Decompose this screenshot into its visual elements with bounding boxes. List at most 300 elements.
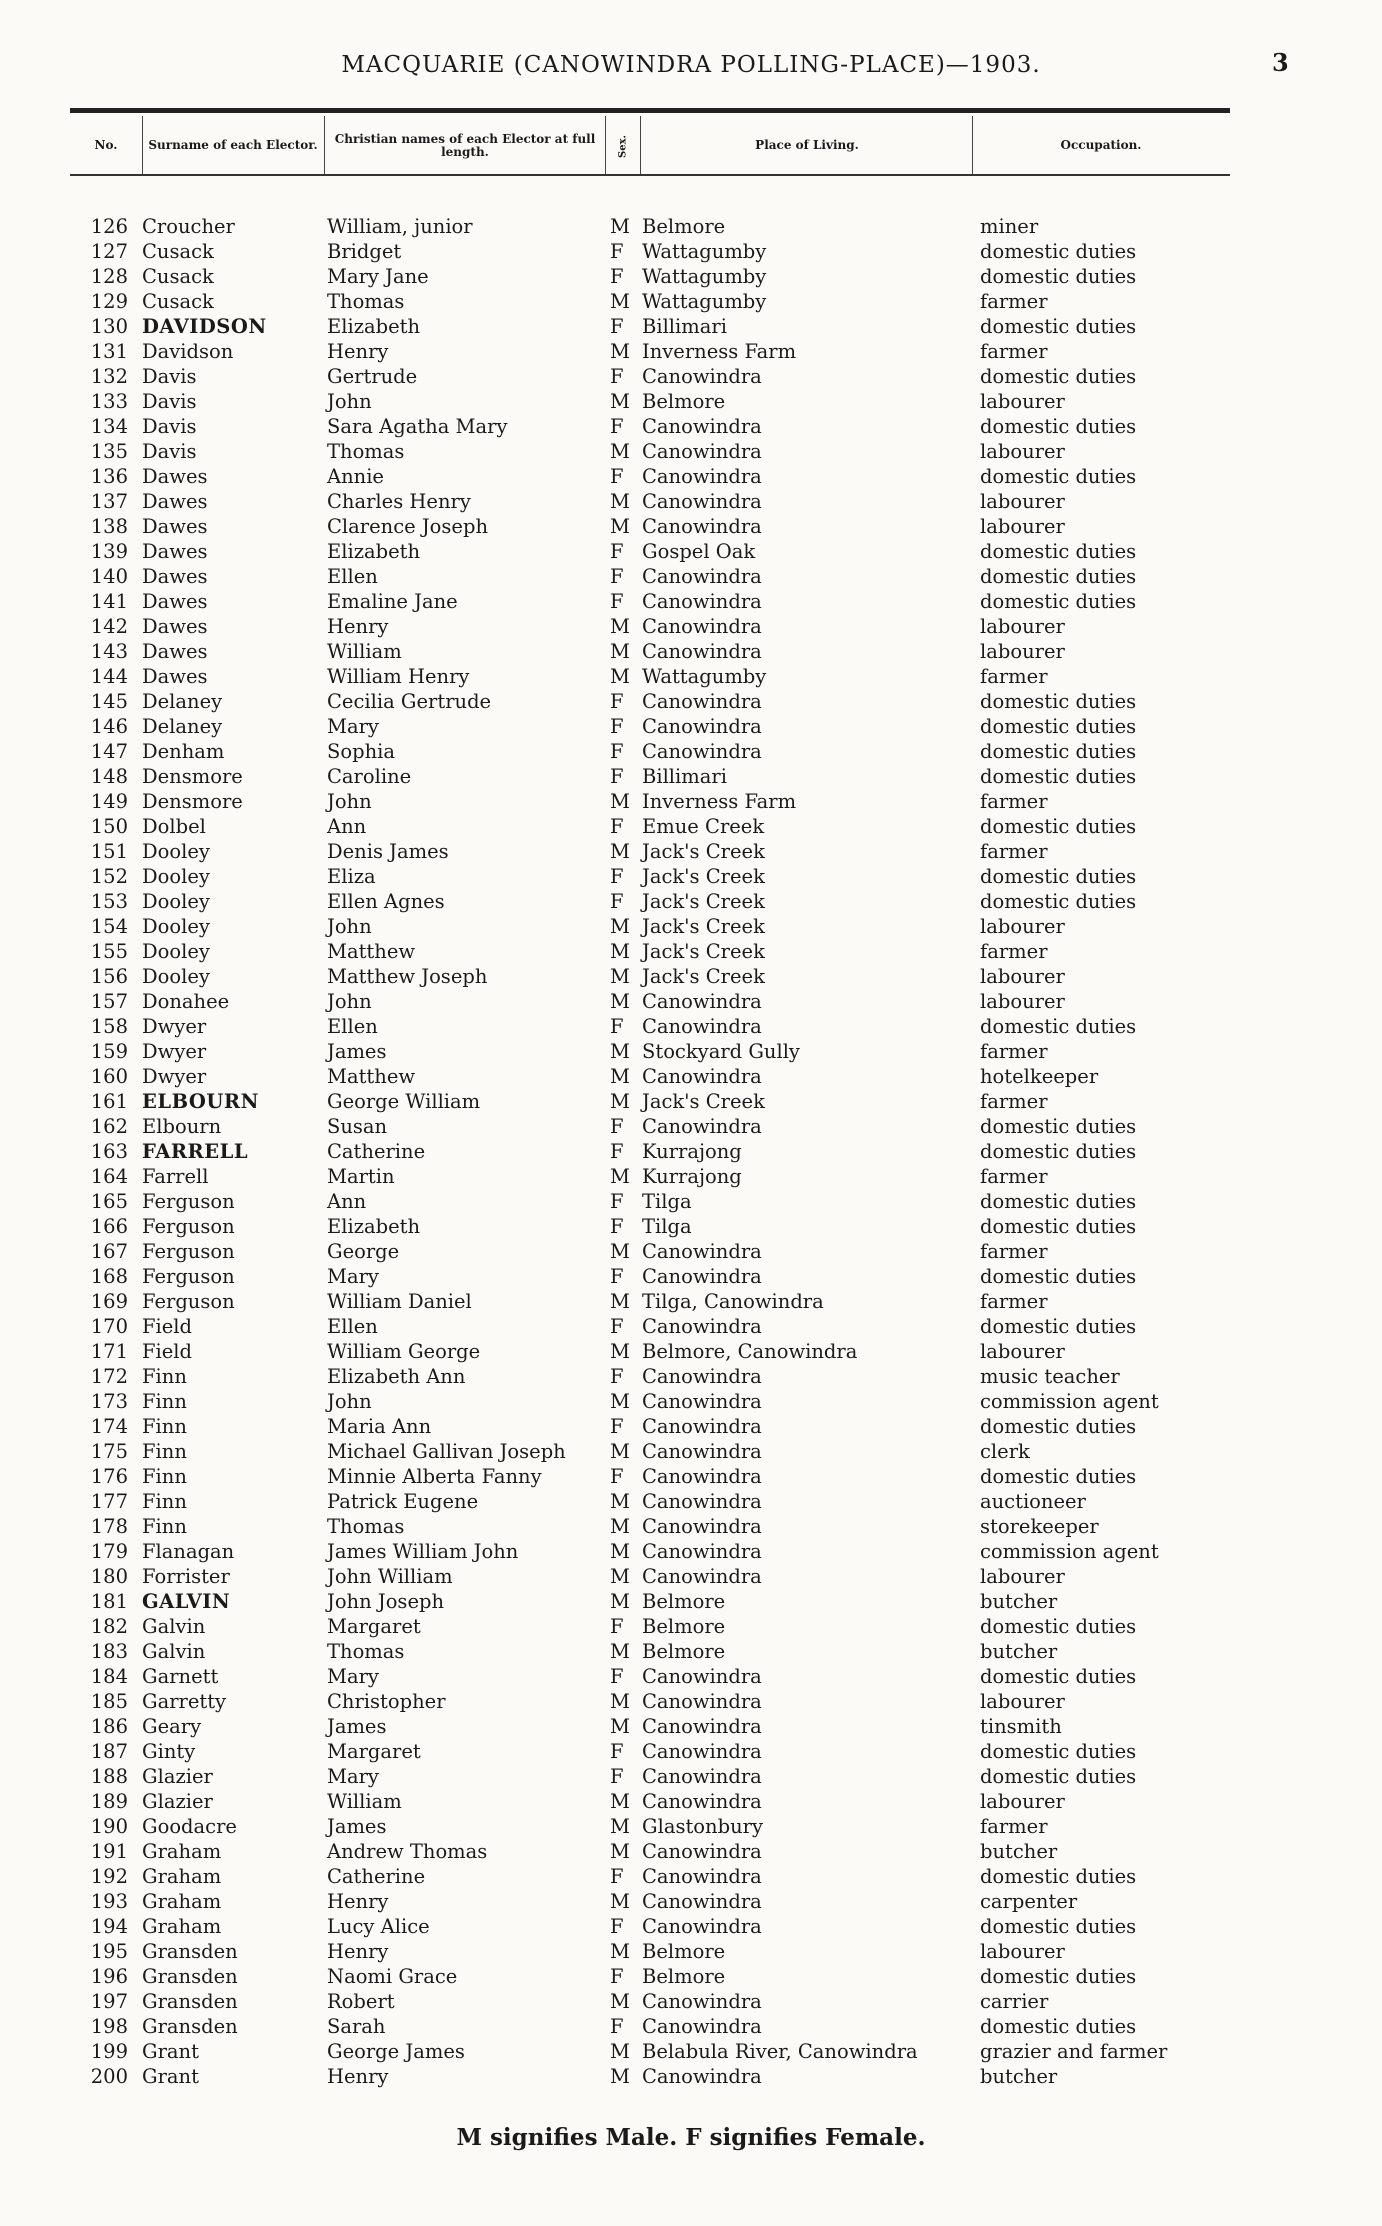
elector-number: 169 <box>90 1290 128 1313</box>
table-row <box>0 1114 1382 1139</box>
column-header-surname: Surname of each Elector. <box>148 138 318 153</box>
elector-christian-names: Charles Henry <box>327 490 471 513</box>
elector-christian-names: James <box>327 1040 387 1063</box>
elector-occupation: domestic duties <box>980 1190 1137 1213</box>
table-row <box>0 264 1382 289</box>
elector-surname: ELBOURN <box>142 1090 259 1113</box>
elector-occupation: domestic duties <box>980 540 1137 563</box>
elector-occupation: labourer <box>980 965 1065 988</box>
elector-occupation: domestic duties <box>980 465 1137 488</box>
elector-sex: M <box>610 515 630 538</box>
elector-place-of-living: Canowindra <box>642 2015 762 2038</box>
elector-surname: Field <box>142 1340 193 1363</box>
elector-surname: Grant <box>142 2065 199 2088</box>
elector-sex: M <box>610 1890 630 1913</box>
table-row <box>0 839 1382 864</box>
elector-surname: Finn <box>142 1490 187 1513</box>
elector-number: 131 <box>90 340 128 363</box>
elector-number: 182 <box>90 1615 128 1638</box>
elector-christian-names: James William John <box>327 1540 519 1563</box>
column-divider <box>142 116 143 176</box>
elector-place-of-living: Canowindra <box>642 990 762 1013</box>
elector-christian-names: Elizabeth <box>327 540 421 563</box>
elector-sex: M <box>610 1940 630 1963</box>
elector-number: 156 <box>90 965 128 988</box>
elector-number: 198 <box>90 2015 128 2038</box>
elector-christian-names: Sarah <box>327 2015 386 2038</box>
elector-christian-names: Thomas <box>327 1640 405 1663</box>
elector-surname: Galvin <box>142 1640 206 1663</box>
elector-number: 180 <box>90 1565 128 1588</box>
elector-number: 153 <box>90 890 128 913</box>
elector-christian-names: Henry <box>327 340 389 363</box>
elector-place-of-living: Canowindra <box>642 1840 762 1863</box>
table-row <box>0 1039 1382 1064</box>
elector-place-of-living: Gospel Oak <box>642 540 756 563</box>
elector-christian-names: James <box>327 1815 387 1838</box>
elector-number: 163 <box>90 1140 128 1163</box>
elector-place-of-living: Belmore, Canowindra <box>642 1340 858 1363</box>
elector-number: 151 <box>90 840 128 863</box>
elector-surname: Davis <box>142 390 197 413</box>
elector-number: 183 <box>90 1640 128 1663</box>
elector-surname: Dooley <box>142 940 210 963</box>
elector-occupation: domestic duties <box>980 415 1137 438</box>
table-row <box>0 2039 1382 2064</box>
elector-number: 157 <box>90 990 128 1013</box>
table-row <box>0 1139 1382 1164</box>
elector-sex: F <box>610 1190 624 1213</box>
elector-sex: M <box>610 990 630 1013</box>
elector-sex: M <box>610 1990 630 2013</box>
elector-sex: M <box>610 1515 630 1538</box>
elector-number: 177 <box>90 1490 128 1513</box>
elector-occupation: labourer <box>980 640 1065 663</box>
elector-place-of-living: Wattagumby <box>642 240 767 263</box>
elector-christian-names: George William <box>327 1090 481 1113</box>
elector-number: 139 <box>90 540 128 563</box>
elector-surname: DAVIDSON <box>142 315 267 338</box>
elector-place-of-living: Canowindra <box>642 1240 762 1263</box>
elector-occupation: butcher <box>980 2065 1058 2088</box>
elector-surname: Davis <box>142 440 197 463</box>
elector-place-of-living: Canowindra <box>642 515 762 538</box>
table-row <box>0 1714 1382 1739</box>
elector-occupation: labourer <box>980 490 1065 513</box>
elector-number: 167 <box>90 1240 128 1263</box>
elector-sex: M <box>610 1440 630 1463</box>
elector-surname: Dolbel <box>142 815 206 838</box>
elector-occupation: butcher <box>980 1840 1058 1863</box>
elector-place-of-living: Belmore <box>642 215 726 238</box>
elector-sex: M <box>610 490 630 513</box>
column-divider <box>605 116 606 176</box>
elector-occupation: labourer <box>980 515 1065 538</box>
elector-christian-names: Ann <box>327 1190 367 1213</box>
elector-occupation: domestic duties <box>980 765 1137 788</box>
elector-surname: Dooley <box>142 890 210 913</box>
elector-place-of-living: Canowindra <box>642 1365 762 1388</box>
table-row <box>0 764 1382 789</box>
elector-number: 149 <box>90 790 128 813</box>
elector-occupation: farmer <box>980 665 1048 688</box>
elector-occupation: commission agent <box>980 1390 1159 1413</box>
elector-sex: F <box>610 1265 624 1288</box>
elector-sex: M <box>610 215 630 238</box>
elector-number: 185 <box>90 1690 128 1713</box>
elector-occupation: labourer <box>980 390 1065 413</box>
table-row <box>0 489 1382 514</box>
elector-place-of-living: Emue Creek <box>642 815 765 838</box>
elector-number: 184 <box>90 1665 128 1688</box>
elector-surname: Davis <box>142 365 197 388</box>
elector-christian-names: Elizabeth Ann <box>327 1365 466 1388</box>
table-row <box>0 614 1382 639</box>
elector-occupation: domestic duties <box>980 1215 1137 1238</box>
elector-christian-names: John <box>327 390 372 413</box>
elector-surname: Dawes <box>142 640 208 663</box>
elector-occupation: domestic duties <box>980 1915 1137 1938</box>
elector-surname: Dawes <box>142 665 208 688</box>
elector-number: 133 <box>90 390 128 413</box>
elector-christian-names: William George <box>327 1340 481 1363</box>
elector-surname: Gransden <box>142 1990 238 2013</box>
elector-sex: F <box>610 1665 624 1688</box>
elector-number: 197 <box>90 1990 128 2013</box>
elector-surname: Field <box>142 1315 193 1338</box>
elector-occupation: labourer <box>980 1690 1065 1713</box>
table-row <box>0 1789 1382 1814</box>
table-row <box>0 1814 1382 1839</box>
elector-surname: Cusack <box>142 240 214 263</box>
elector-place-of-living: Canowindra <box>642 1915 762 1938</box>
elector-christian-names: Mary Jane <box>327 265 429 288</box>
elector-place-of-living: Jack's Creek <box>642 890 765 913</box>
elector-sex: M <box>610 640 630 663</box>
elector-sex: M <box>610 1490 630 1513</box>
elector-place-of-living: Canowindra <box>642 1465 762 1488</box>
table-row <box>0 1964 1382 1989</box>
elector-place-of-living: Belmore <box>642 1615 726 1638</box>
elector-place-of-living: Canowindra <box>642 1315 762 1338</box>
elector-christian-names: Naomi Grace <box>327 1965 458 1988</box>
elector-surname: Dooley <box>142 865 210 888</box>
elector-occupation: domestic duties <box>980 740 1137 763</box>
elector-christian-names: Henry <box>327 1940 389 1963</box>
elector-christian-names: Michael Gallivan Joseph <box>327 1440 566 1463</box>
page-title: MACQUARIE (CANOWINDRA POLLING-PLACE)—1903. <box>341 52 1041 78</box>
elector-place-of-living: Billimari <box>642 315 727 338</box>
elector-sex: F <box>610 1740 624 1763</box>
elector-christian-names: Clarence Joseph <box>327 515 489 538</box>
elector-christian-names: Denis James <box>327 840 449 863</box>
elector-surname: Flanagan <box>142 1540 235 1563</box>
elector-place-of-living: Kurrajong <box>642 1140 742 1163</box>
elector-sex: M <box>610 390 630 413</box>
elector-christian-names: Mary <box>327 1765 379 1788</box>
elector-occupation: labourer <box>980 615 1065 638</box>
table-row <box>0 689 1382 714</box>
elector-sex: F <box>610 590 624 613</box>
table-row <box>0 1414 1382 1439</box>
elector-surname: Ferguson <box>142 1240 235 1263</box>
elector-occupation: carrier <box>980 1990 1049 2013</box>
elector-sex: M <box>610 1540 630 1563</box>
elector-sex: M <box>610 790 630 813</box>
elector-surname: Finn <box>142 1465 187 1488</box>
table-row <box>0 1164 1382 1189</box>
elector-christian-names: Sara Agatha Mary <box>327 415 508 438</box>
elector-christian-names: Thomas <box>327 290 405 313</box>
table-row <box>0 239 1382 264</box>
elector-sex: F <box>610 1215 624 1238</box>
elector-sex: F <box>610 1965 624 1988</box>
elector-christian-names: Patrick Eugene <box>327 1490 479 1513</box>
elector-number: 186 <box>90 1715 128 1738</box>
elector-surname: Dwyer <box>142 1040 207 1063</box>
elector-sex: M <box>610 940 630 963</box>
elector-surname: Dawes <box>142 515 208 538</box>
elector-sex: F <box>610 1865 624 1888</box>
elector-place-of-living: Glastonbury <box>642 1815 763 1838</box>
elector-surname: Farrell <box>142 1165 209 1188</box>
elector-place-of-living: Wattagumby <box>642 265 767 288</box>
elector-sex: M <box>610 1290 630 1313</box>
elector-sex: M <box>610 1690 630 1713</box>
elector-surname: Davis <box>142 415 197 438</box>
elector-number: 193 <box>90 1890 128 1913</box>
elector-place-of-living: Belmore <box>642 1940 726 1963</box>
table-row <box>0 1514 1382 1539</box>
elector-number: 191 <box>90 1840 128 1863</box>
elector-place-of-living: Canowindra <box>642 1115 762 1138</box>
table-row <box>0 214 1382 239</box>
elector-occupation: labourer <box>980 990 1065 1013</box>
elector-number: 128 <box>90 265 128 288</box>
elector-number: 171 <box>90 1340 128 1363</box>
table-row <box>0 1739 1382 1764</box>
elector-number: 187 <box>90 1740 128 1763</box>
elector-christian-names: George James <box>327 2040 465 2063</box>
elector-sex: F <box>610 1465 624 1488</box>
elector-number: 145 <box>90 690 128 713</box>
elector-number: 154 <box>90 915 128 938</box>
elector-sex: M <box>610 1640 630 1663</box>
table-row <box>0 1614 1382 1639</box>
elector-christian-names: Margaret <box>327 1740 421 1763</box>
elector-number: 158 <box>90 1015 128 1038</box>
elector-sex: F <box>610 865 624 888</box>
table-row <box>0 539 1382 564</box>
elector-sex: M <box>610 2065 630 2088</box>
elector-surname: Glazier <box>142 1790 213 1813</box>
elector-surname: Ferguson <box>142 1265 235 1288</box>
table-row <box>0 339 1382 364</box>
elector-place-of-living: Canowindra <box>642 1890 762 1913</box>
elector-christian-names: Eliza <box>327 865 376 888</box>
elector-place-of-living: Canowindra <box>642 715 762 738</box>
elector-place-of-living: Canowindra <box>642 490 762 513</box>
elector-christian-names: William <box>327 1790 402 1813</box>
elector-surname: Grant <box>142 2040 199 2063</box>
table-row <box>0 1639 1382 1664</box>
elector-place-of-living: Canowindra <box>642 1390 762 1413</box>
elector-sex: M <box>610 1065 630 1088</box>
elector-surname: Finn <box>142 1365 187 1388</box>
elector-sex: M <box>610 1715 630 1738</box>
table-row <box>0 289 1382 314</box>
elector-place-of-living: Canowindra <box>642 740 762 763</box>
elector-surname: Ginty <box>142 1740 196 1763</box>
elector-surname: Goodacre <box>142 1815 237 1838</box>
elector-occupation: labourer <box>980 1940 1065 1963</box>
elector-christian-names: Mary <box>327 1665 379 1688</box>
table-row <box>0 1914 1382 1939</box>
elector-number: 164 <box>90 1165 128 1188</box>
table-row <box>0 1889 1382 1914</box>
elector-sex: F <box>610 1365 624 1388</box>
elector-place-of-living: Canowindra <box>642 1565 762 1588</box>
elector-sex: F <box>610 1115 624 1138</box>
elector-sex: M <box>610 615 630 638</box>
table-row <box>0 1489 1382 1514</box>
elector-number: 129 <box>90 290 128 313</box>
elector-surname: Graham <box>142 1915 222 1938</box>
elector-occupation: labourer <box>980 440 1065 463</box>
elector-occupation: domestic duties <box>980 315 1137 338</box>
elector-occupation: hotelkeeper <box>980 1065 1099 1088</box>
elector-place-of-living: Canowindra <box>642 1990 762 2013</box>
elector-surname: Dwyer <box>142 1065 207 1088</box>
elector-occupation: domestic duties <box>980 1415 1137 1438</box>
elector-surname: Cusack <box>142 265 214 288</box>
table-row <box>0 2014 1382 2039</box>
elector-surname: Dawes <box>142 615 208 638</box>
elector-occupation: butcher <box>980 1640 1058 1663</box>
elector-occupation: farmer <box>980 1040 1048 1063</box>
column-header-christian: Christian names of each Elector at full length. <box>334 131 596 159</box>
elector-christian-names: Elizabeth <box>327 1215 421 1238</box>
column-divider <box>324 116 325 176</box>
elector-surname: Densmore <box>142 765 243 788</box>
elector-surname: Dawes <box>142 490 208 513</box>
elector-number: 170 <box>90 1315 128 1338</box>
elector-surname: Glazier <box>142 1765 213 1788</box>
elector-number: 181 <box>90 1590 128 1613</box>
elector-christian-names: Ellen Agnes <box>327 890 445 913</box>
elector-sex: M <box>610 1590 630 1613</box>
elector-surname: Gransden <box>142 1965 238 1988</box>
elector-place-of-living: Tilga <box>642 1215 692 1238</box>
elector-place-of-living: Belmore <box>642 1590 726 1613</box>
elector-sex: M <box>610 1240 630 1263</box>
elector-place-of-living: Canowindra <box>642 1440 762 1463</box>
elector-place-of-living: Canowindra <box>642 465 762 488</box>
elector-sex: F <box>610 565 624 588</box>
elector-christian-names: Henry <box>327 2065 389 2088</box>
elector-surname: Dooley <box>142 915 210 938</box>
elector-occupation: music teacher <box>980 1365 1120 1388</box>
elector-number: 173 <box>90 1390 128 1413</box>
elector-christian-names: Maria Ann <box>327 1415 432 1438</box>
elector-surname: Dooley <box>142 840 210 863</box>
elector-number: 175 <box>90 1440 128 1463</box>
elector-occupation: domestic duties <box>980 1315 1137 1338</box>
elector-surname: Denham <box>142 740 225 763</box>
elector-number: 195 <box>90 1940 128 1963</box>
elector-christian-names: Ellen <box>327 565 378 588</box>
elector-surname: Donahee <box>142 990 230 1013</box>
elector-surname: Elbourn <box>142 1115 222 1138</box>
elector-place-of-living: Canowindra <box>642 1065 762 1088</box>
elector-sex: F <box>610 2015 624 2038</box>
table-row <box>0 864 1382 889</box>
table-row <box>0 939 1382 964</box>
elector-christian-names: Matthew <box>327 1065 416 1088</box>
elector-occupation: domestic duties <box>980 2015 1137 2038</box>
elector-occupation: farmer <box>980 940 1048 963</box>
elector-sex: M <box>610 1165 630 1188</box>
elector-place-of-living: Tilga <box>642 1190 692 1213</box>
table-row <box>0 814 1382 839</box>
elector-sex: F <box>610 1615 624 1638</box>
elector-christian-names: Minnie Alberta Fanny <box>327 1465 542 1488</box>
elector-christian-names: Andrew Thomas <box>327 1840 488 1863</box>
sex-legend: M signifies Male. F signifies Female. <box>456 2124 926 2151</box>
elector-christian-names: Catherine <box>327 1865 426 1888</box>
elector-surname: Finn <box>142 1415 187 1438</box>
elector-christian-names: Annie <box>327 465 384 488</box>
elector-place-of-living: Canowindra <box>642 1715 762 1738</box>
elector-surname: Gransden <box>142 2015 238 2038</box>
elector-place-of-living: Jack's Creek <box>642 840 765 863</box>
elector-sex: M <box>610 915 630 938</box>
elector-christian-names: John Joseph <box>327 1590 445 1613</box>
elector-surname: GALVIN <box>142 1590 231 1613</box>
header-rule-thick <box>70 108 1230 113</box>
elector-number: 160 <box>90 1065 128 1088</box>
elector-place-of-living: Wattagumby <box>642 665 767 688</box>
table-row <box>0 1014 1382 1039</box>
elector-christian-names: Christopher <box>327 1690 446 1713</box>
elector-occupation: domestic duties <box>980 815 1137 838</box>
table-row <box>0 439 1382 464</box>
elector-christian-names: Cecilia Gertrude <box>327 690 492 713</box>
table-row <box>0 1564 1382 1589</box>
table-row <box>0 1989 1382 2014</box>
elector-surname: Dooley <box>142 965 210 988</box>
elector-place-of-living: Canowindra <box>642 1865 762 1888</box>
elector-christian-names: Ann <box>327 815 367 838</box>
elector-place-of-living: Canowindra <box>642 1540 762 1563</box>
elector-christian-names: Robert <box>327 1990 395 2013</box>
table-row <box>0 314 1382 339</box>
elector-occupation: domestic duties <box>980 1865 1137 1888</box>
elector-number: 194 <box>90 1915 128 1938</box>
elector-sex: F <box>610 1140 624 1163</box>
elector-christian-names: Henry <box>327 1890 389 1913</box>
elector-number: 178 <box>90 1515 128 1538</box>
elector-occupation: domestic duties <box>980 1465 1137 1488</box>
elector-surname: Graham <box>142 1865 222 1888</box>
elector-sex: M <box>610 1815 630 1838</box>
elector-place-of-living: Canowindra <box>642 615 762 638</box>
elector-number: 168 <box>90 1265 128 1288</box>
elector-number: 134 <box>90 415 128 438</box>
elector-sex: F <box>610 740 624 763</box>
column-header-place: Place of Living. <box>755 138 859 153</box>
elector-occupation: domestic duties <box>980 1665 1137 1688</box>
